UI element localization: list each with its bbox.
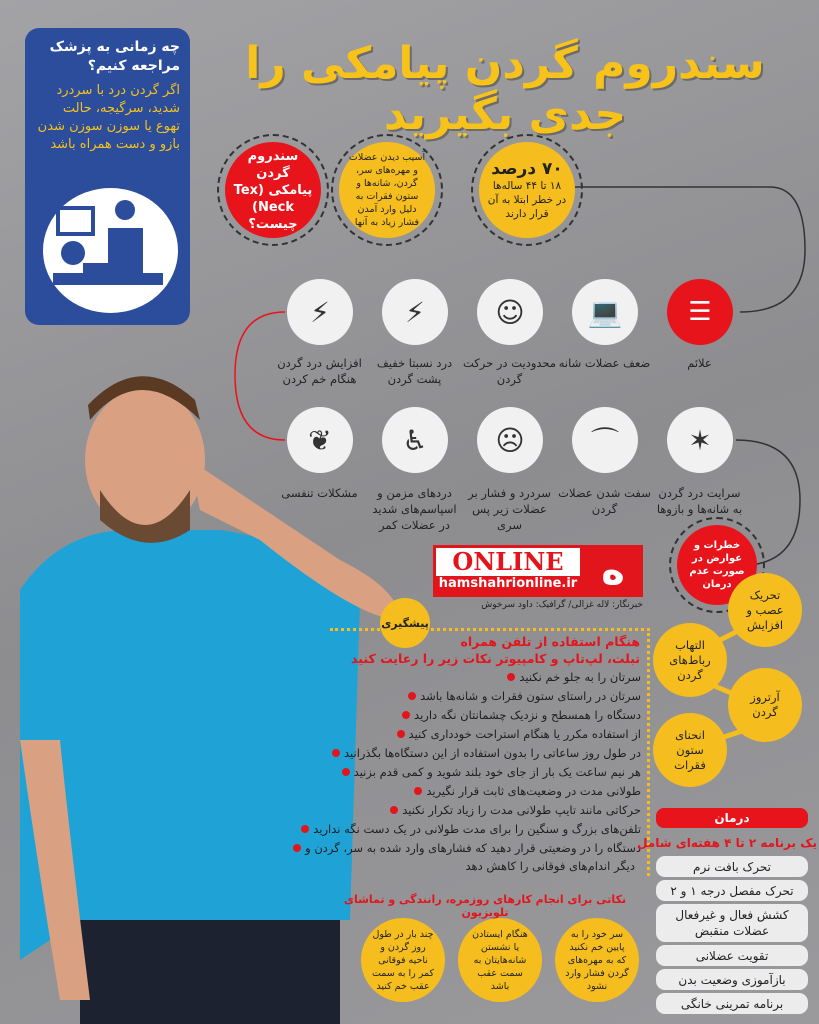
treatment-subtitle: یک برنامه ۲ تا ۴ هفته‌ای شامل <box>637 836 817 850</box>
symptom-label: ضعف عضلات شانه <box>558 356 651 370</box>
tips-heading: نکاتی برای انجام کارهای روزمره، رانندگی و تماشای تلویزیون <box>343 893 627 919</box>
shoulder-pain-icon: ✶ <box>667 407 733 473</box>
symptoms-icon: ☰ <box>667 279 733 345</box>
credit: خبرنگار: لاله غزالی/ گرافیک: داود سرخوش <box>481 600 643 610</box>
symptom-label: محدودیت در حرکت گردن <box>463 356 556 386</box>
prevention-item: سرتان در راستای ستون فقرات و شانه‌ها باشد <box>408 689 641 703</box>
symptom-label: درد نسبتا خفیف پشت گردن <box>376 356 453 386</box>
logo-url: hamshahrionline.ir <box>438 576 578 591</box>
symptom-label: سردرد و فشار بر عضلات زیر پس سری <box>468 486 551 532</box>
risk-item: التهاب رباط‌های گردن <box>653 623 727 697</box>
prevention-item: حرکاتی مانند تایپ طولانی مدت را زیاد تکرار نکنید <box>390 803 641 817</box>
symptom-label: افزایش درد گردن هنگام خم کردن <box>277 356 362 386</box>
treatment-item: تحرک مفصل درجه ۱ و ۲ <box>656 880 808 901</box>
prevention-item: در طول روز ساعاتی را بدون استفاده از این دستگاه‌ها بگذرانید <box>332 746 641 760</box>
prevention-heading-line: تبلت، لپ‌تاپ و کامپیوتر نکات زیر را رعایت کنید <box>351 651 640 666</box>
treatment-item: تحرک بافت نرم <box>656 856 808 877</box>
hamshahri-online-logo[interactable] <box>433 545 643 597</box>
risk-item: آرتروز گردن <box>728 668 802 742</box>
logo-mark: ه <box>601 548 625 594</box>
tip-circle: هنگام ایستادن یا نشستن شانه‌هایتان به سمت عقب باشد <box>458 918 542 1002</box>
stat-text: ۱۸ تا ۴۴ ساله‌ها در خطر ابتلا به آن قرار دارند <box>487 180 567 220</box>
logo-name: ONLINE <box>436 548 580 576</box>
prevention-item: سرتان را به جلو خم نکنید <box>507 670 641 684</box>
neck-stiff-icon: ⌒ <box>572 407 638 473</box>
prevention-item: از استفاده مکرر یا هنگام استراحت خودداری کنید <box>397 727 641 741</box>
treatment-item: بازآموزی وضعیت بدن <box>656 969 808 990</box>
prevention-item: طولانی مدت در وضعیت‌های ثابت قرار نگیرید <box>414 784 641 798</box>
prevention-item-cont: دیگر اندام‌های فوقانی را کاهش دهد <box>465 859 635 873</box>
treatment-item: کشش فعال و غیرفعال عضلات منقبض <box>656 904 808 942</box>
treatment-item: برنامه تمرینی خانگی <box>656 993 808 1014</box>
prevention-item: دستگاه را در وضعیتی قرار دهید که فشارهای وارد شده به سر، گردن و <box>293 841 641 855</box>
tip-circle: سر خود را به پایین خم نکنید که به مهره‌های گردن فشار وارد نشود <box>555 918 639 1002</box>
symptom-label: سفت شدن عضلات گردن <box>558 486 651 516</box>
help-text: اگر گردن درد با سردرد شدید، سرگیجه، حالت تهوع یا سوزن سوزن شدن بازو و دست همراه باشد <box>37 83 180 152</box>
doctor-help-box <box>25 28 190 325</box>
symptom-label: مشکلات تنفسی <box>281 486 358 500</box>
prevention-label: پیشگیری <box>380 598 430 648</box>
symptom-label: دردهای مزمن و اسپاسم‌های شدید در عضلات کمر <box>372 486 457 532</box>
head-neck-icon: ☺ <box>477 279 543 345</box>
what-is-texneck-circle: سندروم گردن پیامکی (Tex Neck) چیست؟ <box>225 142 321 238</box>
bending-desk-icon: ⚡ <box>287 279 353 345</box>
risks-circle: خطرات و عوارض در صورت عدم درمان <box>677 525 757 605</box>
help-heading: چه زمانی به پزشک مراجعه کنیم؟ <box>49 39 180 74</box>
definition-circle: آسیب دیدن عضلات و مهره‌های سر، گردن، شانه‌ها و ستون فقرات به دلیل وارد آمدن فشار زیاد به آنها <box>339 142 435 238</box>
symptoms-label: علائم <box>687 356 712 370</box>
risk-item: انحنای ستون فقرات <box>653 713 727 787</box>
prevention-item: هر نیم ساعت یک بار از جای خود بلند شوید و کمی قدم بزنید <box>342 765 641 779</box>
prevention-item: دستگاه را همسطح و نزدیک چشمانتان نگه دارید <box>402 708 641 722</box>
prevention-item: تلفن‌های بزرگ و سنگین را برای مدت طولانی در یک دست نگه ندارید <box>301 822 641 836</box>
laptop-user-icon: 💻 <box>572 279 638 345</box>
doctor-patient-icon <box>43 188 178 313</box>
page-title: سندروم گردن پیامکی را جدی بگیرید <box>245 38 765 140</box>
tip-circle: چند بار در طول روز گردن و ناحیه فوقانی کمر را به سمت عقب خم کنید <box>361 918 445 1002</box>
risk-item: تحریک عصب و افزایش <box>728 573 802 647</box>
stat-circle <box>479 142 575 238</box>
desk-pain-icon: ⚡ <box>382 279 448 345</box>
stat-big: ۷۰ درصد <box>491 159 563 179</box>
back-spasm-icon: ♿ <box>382 407 448 473</box>
prevention-heading-line: هنگام استفاده از تلفن همراه <box>460 634 640 649</box>
lungs-icon: ❦ <box>287 407 353 473</box>
treatment-label: درمان <box>656 808 808 828</box>
symptom-label: سرایت درد گردن به شانه‌ها و بازوها <box>656 486 743 516</box>
prevention-heading <box>340 633 640 667</box>
treatment-item: تقویت عضلانی <box>656 945 808 966</box>
headache-icon: ☹ <box>477 407 543 473</box>
